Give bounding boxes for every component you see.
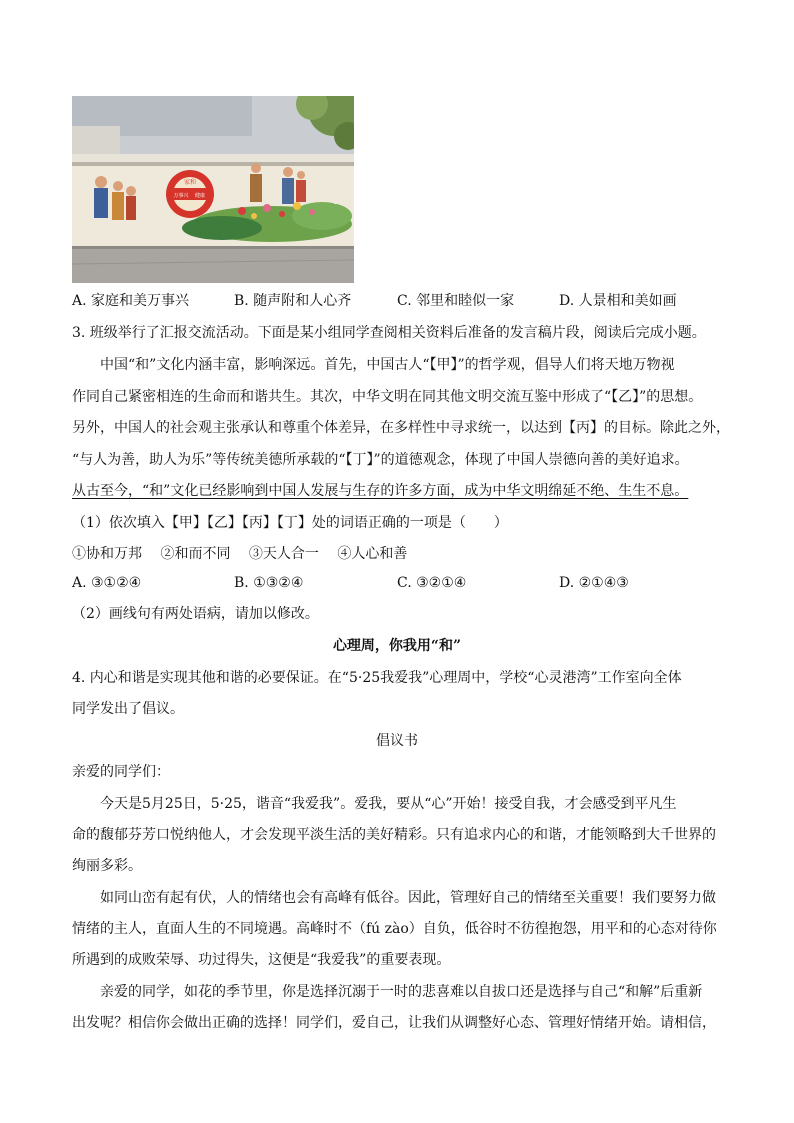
emblem-text-left: 万事兴 [173, 193, 189, 199]
letter-line: 亲爱的同学，如花的季节里，你是选择沉溺于一时的悲喜难以自拔口还是选择与自己“和解”后重新 [100, 984, 703, 1000]
passage-line: 另外，中国人的社会观主张承认和尊重个体差异，在多样性中寻求统一，以达到【丙】的目标。除此之外， [72, 420, 730, 436]
letter-line: 绚丽多彩。 [72, 858, 142, 874]
sub1-option-c: C. ③②①④ [397, 575, 467, 591]
question-4-intro-cont: 同学发出了倡议。 [72, 701, 184, 717]
emblem-text-right: 健康 [194, 193, 206, 199]
sub1-option-d: D. ②①④③ [559, 575, 629, 591]
letter-title: 倡议书 [376, 733, 418, 749]
sub1-option-b: B. ①③②④ [234, 575, 304, 591]
letter-line: 出发呢？相信你会做出正确的选择！同学们，爱自己，让我们从调整好心态、管理好情绪开始。请相信， [72, 1015, 716, 1031]
option-c: C. 邻里和睦似一家 [397, 293, 515, 309]
question-4-intro: 4. 内心和谐是实现其他和谐的必要保证。在“5·25我爱我”心理周中，学校“心灵港湾”工作室向全体 [72, 670, 682, 686]
sub-question-1-items: ①协和万邦 ②和而不同 ③天人合一 ④人心和善 [72, 546, 408, 562]
letter-line: 所遇到的成败荣辱、功过得失，这便是“我爱我”的重要表现。 [72, 952, 451, 968]
letter-line: 今天是5月25日，5·25，谐音“我爱我”。爱我，要从“心”开始！接受自我，才会感受到平凡生 [100, 796, 677, 812]
passage-line: 作同自己紧密相连的生命而和谐共生。其次，中华文明在同其他文明交流互鉴中形成了“【乙】”的思想。 [72, 389, 703, 405]
option-d: D. 人景相和美如画 [559, 293, 677, 309]
option-b: B. 随声附和人心齐 [234, 293, 352, 309]
letter-line: 命的馥郁芬芳口悦纳他人，才会发现平淡生活的美好精彩。只有追求内心的和谐，才能领略到大千世界的 [72, 827, 716, 843]
sub-question-2: （2）画线句有两处语病，请加以修改。 [72, 606, 319, 622]
question-3-intro: 3. 班级举行了汇报交流活动。下面是某小组同学查阅相关资料后准备的发言稿片段，阅读后完成小题。 [72, 325, 706, 341]
emblem-text-top: 家和 [183, 179, 197, 186]
letter-line: 如同山峦有起有伏，人的情绪也会有高峰有低谷。因此，管理好自己的情绪至关重要！我们要努力做 [100, 890, 716, 906]
sub1-option-a: A. ③①②④ [72, 575, 142, 591]
passage-line: 中国“和”文化内涵丰富，影响深远。首先，中国古人“【甲】”的哲学观，倡导人们将天地万物视 [100, 357, 675, 373]
passage-line: “与人为善，助人为乐”等传统美德所承载的“【丁】”的道德观念，体现了中国人崇德向善的美好追求。 [72, 452, 689, 468]
letter-line: 情绪的主人，直面人生的不同境遇。高峰时不（fú zào）自负，低谷时不彷徨抱怨，用平和的心态对待你 [72, 921, 717, 937]
letter-salutation: 亲爱的同学们： [72, 764, 170, 780]
mural-illustration [72, 96, 354, 283]
section-heading: 心理周，你我用“和” [332, 638, 462, 654]
underlined-sentence: 从古至今，“和”文化已经影响到中国人发展与生存的许多方面，成为中华文明绵延不绝、生生不息。 [72, 483, 689, 499]
sub-question-1: （1）依次填入【甲】【乙】【丙】【丁】处的词语正确的一项是（ ） [72, 515, 508, 531]
mural-photo [72, 96, 354, 283]
option-a: A. 家庭和美万事兴 [72, 293, 190, 309]
